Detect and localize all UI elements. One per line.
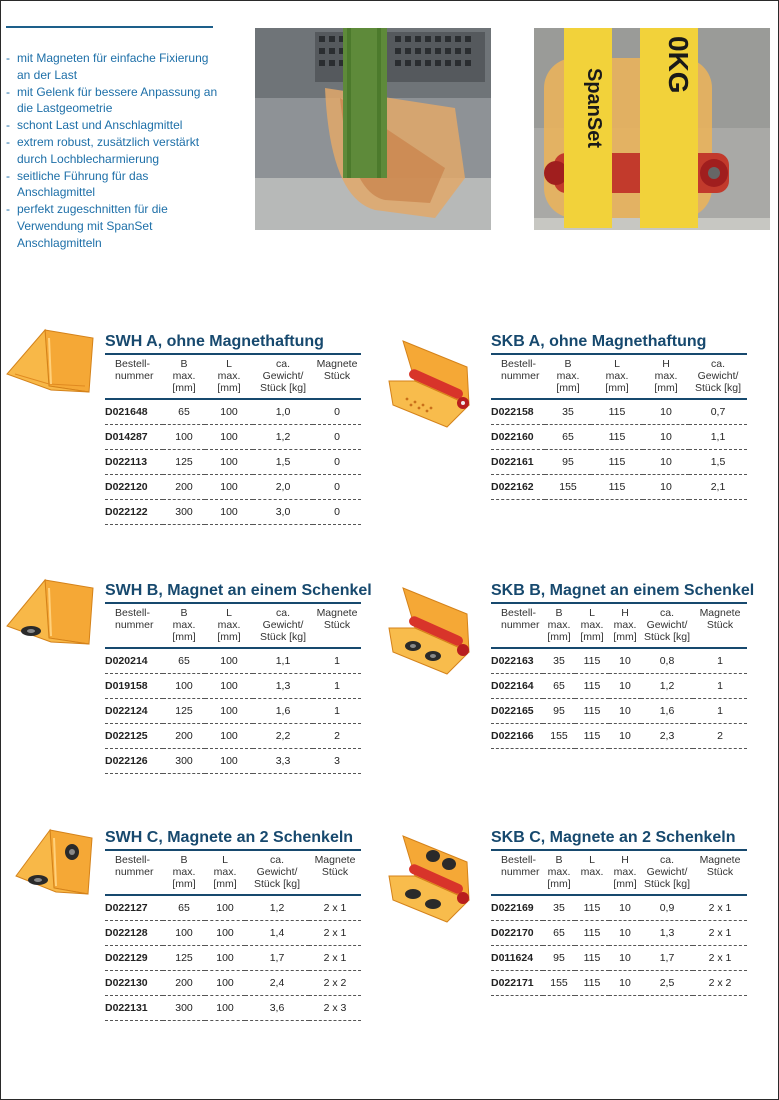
order-number: D022162 — [491, 475, 545, 500]
col-header: Bestell- nummer — [491, 604, 543, 648]
cell: 10 — [609, 648, 641, 674]
cell: 115 — [591, 399, 643, 425]
cell: 10 — [609, 699, 641, 724]
cell: 2,1 — [689, 475, 747, 500]
cell: 65 — [543, 674, 575, 699]
cell: 100 — [205, 475, 253, 500]
table-row — [105, 921, 361, 946]
cell: 115 — [575, 648, 609, 674]
cell: 1,5 — [689, 450, 747, 475]
cell: 2 x 1 — [309, 946, 361, 971]
order-number: D022126 — [105, 749, 163, 774]
swh-c-product-icon — [14, 828, 94, 898]
col-header: Magnete Stück — [313, 355, 361, 399]
table-row — [105, 749, 361, 774]
table-row — [491, 450, 747, 475]
swh-a-title: SWH A, ohne Magnethaftung — [105, 333, 324, 350]
swh-b-title: SWH B, Magnet an einem Schenkel — [105, 582, 372, 599]
cell: 0 — [313, 450, 361, 475]
cell: 125 — [163, 450, 205, 475]
col-header: ca. Gewicht/ Stück [kg] — [253, 355, 313, 399]
cell: 1 — [693, 648, 747, 674]
skb-a-block — [491, 332, 747, 500]
cell: 0 — [313, 475, 361, 500]
cell: 35 — [543, 648, 575, 674]
skb-b-block — [491, 581, 755, 749]
swh-b-product-icon — [5, 578, 95, 648]
col-header: ca. Gewicht/ Stück [kg] — [641, 851, 693, 895]
cell: 100 — [205, 921, 245, 946]
cell: 1,5 — [253, 450, 313, 475]
cell: 200 — [163, 971, 205, 996]
table-row — [105, 724, 361, 749]
table-row — [491, 674, 747, 699]
order-number: D022131 — [105, 996, 163, 1021]
table-row — [105, 699, 361, 724]
cell: 10 — [643, 450, 689, 475]
cell: 155 — [543, 724, 575, 749]
col-header: B max. [mm] — [163, 355, 205, 399]
col-header: Bestell- nummer — [491, 355, 545, 399]
skb-a-table — [491, 355, 747, 500]
cell: 10 — [643, 425, 689, 450]
swh-c-table — [105, 851, 361, 1021]
cell: 115 — [591, 450, 643, 475]
cell: 2,5 — [641, 971, 693, 996]
cell: 3 — [313, 749, 361, 774]
cell: 115 — [575, 946, 609, 971]
col-header: Bestell- nummer — [105, 355, 163, 399]
swh-b-table — [105, 604, 361, 774]
col-header: Bestell- nummer — [105, 851, 163, 895]
table-row — [491, 895, 747, 921]
cell: 2 x 3 — [309, 996, 361, 1021]
cell: 0 — [313, 399, 361, 425]
cell: 200 — [163, 475, 205, 500]
cell: 100 — [205, 749, 253, 774]
skb-c-table — [491, 851, 747, 996]
order-number: D022169 — [491, 895, 543, 921]
cell: 115 — [591, 475, 643, 500]
cell: 1,3 — [641, 921, 693, 946]
col-header: L max. [mm] — [575, 604, 609, 648]
swh-c-block — [105, 828, 361, 1021]
table-row — [491, 425, 747, 450]
feature-item: - schont Last und Anschlagmittel — [6, 117, 221, 134]
cell: 100 — [205, 450, 253, 475]
skb-b-product-icon — [385, 580, 477, 678]
table-row — [105, 399, 361, 425]
order-number: D022163 — [491, 648, 543, 674]
cell: 3,6 — [245, 996, 309, 1021]
order-number: D022124 — [105, 699, 163, 724]
cell: 100 — [205, 996, 245, 1021]
cell: 125 — [163, 699, 205, 724]
table-row — [105, 648, 361, 674]
cell: 100 — [205, 648, 253, 674]
cell: 1,2 — [245, 895, 309, 921]
skb-c-title: SKB C, Magnete an 2 Schenkeln — [491, 829, 736, 846]
col-header: L max. [mm] — [205, 851, 245, 895]
table-row — [491, 648, 747, 674]
order-number: D022113 — [105, 450, 163, 475]
cell: 300 — [163, 996, 205, 1021]
cell: 65 — [545, 425, 591, 450]
order-number: D022158 — [491, 399, 545, 425]
table-row — [491, 399, 747, 425]
cell: 2,4 — [245, 971, 309, 996]
table-row — [105, 996, 361, 1021]
skb-b-table — [491, 604, 747, 749]
cell: 100 — [205, 500, 253, 525]
order-number: D022161 — [491, 450, 545, 475]
cell: 10 — [609, 674, 641, 699]
col-header: Magnete Stück — [313, 604, 361, 648]
swh-a-block — [105, 332, 361, 525]
cell: 1,4 — [245, 921, 309, 946]
cell: 0,9 — [641, 895, 693, 921]
order-number: D022122 — [105, 500, 163, 525]
feature-item: - perfekt zugeschnitten für die Verwendung mit SpanSet Anschlagmitteln — [6, 201, 221, 251]
swh-b-block — [105, 581, 372, 774]
cell: 65 — [163, 895, 205, 921]
cell: 100 — [205, 674, 253, 699]
col-header: B max. [mm] — [163, 604, 205, 648]
order-number: D022160 — [491, 425, 545, 450]
cell: 115 — [575, 921, 609, 946]
order-number: D011624 — [491, 946, 543, 971]
photo-strap-on-protector — [255, 28, 491, 230]
cell: 100 — [205, 971, 245, 996]
cell: 1,1 — [253, 648, 313, 674]
cell: 2 x 1 — [693, 895, 747, 921]
cell: 2 — [313, 724, 361, 749]
cell: 100 — [205, 399, 253, 425]
cell: 2 x 1 — [693, 946, 747, 971]
cell: 1 — [693, 699, 747, 724]
cell: 100 — [205, 946, 245, 971]
col-header: H max. [mm] — [609, 604, 641, 648]
cell: 1 — [693, 674, 747, 699]
col-header: L max. [mm] — [205, 355, 253, 399]
cell: 100 — [163, 674, 205, 699]
order-number: D020214 — [105, 648, 163, 674]
table-row — [105, 450, 361, 475]
cell: 1,7 — [641, 946, 693, 971]
cell: 2 x 1 — [693, 921, 747, 946]
order-number: D022164 — [491, 674, 543, 699]
table-row — [105, 895, 361, 921]
cell: 155 — [543, 971, 575, 996]
cell: 115 — [575, 724, 609, 749]
cell: 1,2 — [253, 425, 313, 450]
cell: 65 — [163, 648, 205, 674]
cell: 115 — [575, 895, 609, 921]
cell: 10 — [609, 724, 641, 749]
cell: 155 — [545, 475, 591, 500]
col-header: Bestell- nummer — [105, 604, 163, 648]
cell: 2 x 2 — [693, 971, 747, 996]
cell: 2 x 2 — [309, 971, 361, 996]
feature-item: - mit Magneten für einfache Fixierung an der Last — [6, 50, 221, 84]
cell: 125 — [163, 946, 205, 971]
cell: 10 — [643, 399, 689, 425]
col-header: ca. Gewicht/ Stück [kg] — [245, 851, 309, 895]
top-rule — [6, 26, 213, 28]
cell: 1 — [313, 648, 361, 674]
order-number: D022129 — [105, 946, 163, 971]
cell: 100 — [205, 724, 253, 749]
cell: 100 — [205, 425, 253, 450]
cell: 95 — [543, 699, 575, 724]
col-header: B max. [mm] — [543, 851, 575, 895]
swh-c-title: SWH C, Magnete an 2 Schenkeln — [105, 829, 354, 846]
table-row — [491, 921, 747, 946]
cell: 1,2 — [641, 674, 693, 699]
skb-b-title: SKB B, Magnet an einem Schenkel — [491, 582, 755, 599]
cell: 3,3 — [253, 749, 313, 774]
table-row — [105, 500, 361, 525]
col-header: L max. — [575, 851, 609, 895]
cell: 35 — [545, 399, 591, 425]
col-header: H max. [mm] — [643, 355, 689, 399]
col-header: Bestell- nummer — [491, 851, 543, 895]
cell: 1,0 — [253, 399, 313, 425]
col-header: B max. [mm] — [163, 851, 205, 895]
order-number: D022125 — [105, 724, 163, 749]
feature-item: - seitliche Führung für das Anschlagmittel — [6, 168, 221, 202]
col-header: Magnete Stück — [693, 851, 747, 895]
feature-list — [6, 50, 221, 252]
table-row — [491, 699, 747, 724]
col-header: L max. [mm] — [205, 604, 253, 648]
photo-yellow-strap — [534, 28, 770, 230]
cell: 0,8 — [641, 648, 693, 674]
cell: 115 — [575, 674, 609, 699]
strap-load-text: 0KG — [663, 36, 694, 94]
table-row — [105, 971, 361, 996]
cell: 300 — [163, 749, 205, 774]
cell: 1,6 — [641, 699, 693, 724]
order-number: D019158 — [105, 674, 163, 699]
order-number: D022171 — [491, 971, 543, 996]
cell: 65 — [163, 399, 205, 425]
col-header: L max. [mm] — [591, 355, 643, 399]
cell: 100 — [163, 921, 205, 946]
cell: 0 — [313, 425, 361, 450]
table-row — [105, 475, 361, 500]
table-row — [105, 425, 361, 450]
feature-item: - extrem robust, zusätzlich verstärkt durch Lochblecharmierung — [6, 134, 221, 168]
cell: 115 — [591, 425, 643, 450]
order-number: D022127 — [105, 895, 163, 921]
col-header: B max. [mm] — [543, 604, 575, 648]
cell: 35 — [543, 895, 575, 921]
col-header: ca. Gewicht/ Stück [kg] — [641, 604, 693, 648]
table-row — [491, 724, 747, 749]
feature-item: - mit Gelenk für bessere Anpassung an die Lastgeometrie — [6, 84, 221, 118]
cell: 0 — [313, 500, 361, 525]
order-number: D022130 — [105, 971, 163, 996]
cell: 0,7 — [689, 399, 747, 425]
cell: 10 — [609, 895, 641, 921]
skb-a-product-icon — [385, 333, 477, 431]
cell: 1,1 — [689, 425, 747, 450]
skb-c-block — [491, 828, 747, 996]
cell: 2,3 — [641, 724, 693, 749]
cell: 1 — [313, 674, 361, 699]
cell: 2,2 — [253, 724, 313, 749]
col-header: ca. Gewicht/ Stück [kg] — [253, 604, 313, 648]
table-row — [491, 946, 747, 971]
col-header: H max. [mm] — [609, 851, 641, 895]
cell: 10 — [609, 946, 641, 971]
cell: 3,0 — [253, 500, 313, 525]
cell: 100 — [163, 425, 205, 450]
order-number: D022120 — [105, 475, 163, 500]
order-number: D022165 — [491, 699, 543, 724]
strap-brand-text: SpanSet — [583, 68, 605, 149]
table-row — [105, 674, 361, 699]
cell: 10 — [643, 475, 689, 500]
skb-a-title: SKB A, ohne Magnethaftung — [491, 333, 707, 350]
cell: 1,7 — [245, 946, 309, 971]
cell: 2 x 1 — [309, 921, 361, 946]
cell: 95 — [545, 450, 591, 475]
cell: 10 — [609, 921, 641, 946]
table-row — [491, 971, 747, 996]
cell: 115 — [575, 971, 609, 996]
cell: 1 — [313, 699, 361, 724]
table-row — [105, 946, 361, 971]
order-number: D022170 — [491, 921, 543, 946]
cell: 100 — [205, 699, 253, 724]
cell: 2 — [693, 724, 747, 749]
col-header: Magnete Stück — [309, 851, 361, 895]
swh-a-table — [105, 355, 361, 525]
col-header: Magnete Stück — [693, 604, 747, 648]
cell: 115 — [575, 699, 609, 724]
cell: 2 x 1 — [309, 895, 361, 921]
cell: 300 — [163, 500, 205, 525]
cell: 200 — [163, 724, 205, 749]
cell: 10 — [609, 971, 641, 996]
order-number: D022166 — [491, 724, 543, 749]
cell: 1,6 — [253, 699, 313, 724]
col-header: B max. [mm] — [545, 355, 591, 399]
cell: 65 — [543, 921, 575, 946]
skb-c-product-icon — [385, 828, 477, 926]
swh-a-product-icon — [5, 328, 95, 396]
table-row — [491, 475, 747, 500]
cell: 1,3 — [253, 674, 313, 699]
order-number: D021648 — [105, 399, 163, 425]
cell: 95 — [543, 946, 575, 971]
order-number: D022128 — [105, 921, 163, 946]
cell: 100 — [205, 895, 245, 921]
col-header: ca. Gewicht/ Stück [kg] — [689, 355, 747, 399]
cell: 2,0 — [253, 475, 313, 500]
order-number: D014287 — [105, 425, 163, 450]
